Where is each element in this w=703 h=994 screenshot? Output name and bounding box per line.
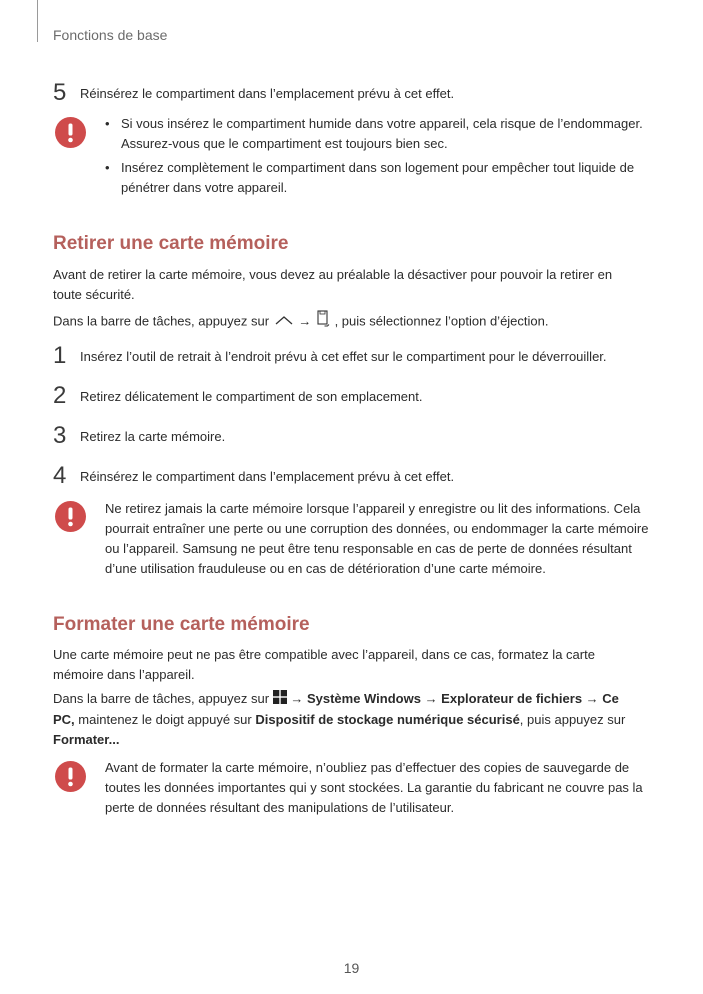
step-text: Réinsérez le compartiment dans l’emplacement prévu à cet effet. [80, 86, 455, 101]
step-number: 3 [53, 422, 67, 449]
step-text: Retirez la carte mémoire. [80, 429, 226, 444]
step-number: 4 [53, 462, 67, 489]
instruction-text: , puis sélectionnez l’option d’éjection. [334, 313, 549, 329]
section-paragraph: Une carte mémoire peut ne pas être compatible avec l’appareil, dans ce cas, formatez la carte mémoire dans l’appareil. [53, 647, 595, 682]
step-text: Réinsérez le compartiment dans l’emplacement prévu à cet effet. [80, 469, 455, 484]
step-text: Retirez délicatement le compartiment de son emplacement. [80, 389, 423, 404]
usb-drive-icon [315, 310, 331, 334]
section-paragraph: Avant de retirer la carte mémoire, vous devez au préalable la désactiver pour pouvoir la retirer en toute sécurité. [53, 267, 613, 302]
section-title-remove: Retirer une carte mémoire [53, 233, 289, 254]
step-1 [53, 343, 653, 369]
step-3 [53, 423, 653, 449]
menu-path: → Système Windows → Explorateur de fichiers → Ce PC, [53, 691, 619, 727]
page-number: 19 [343, 960, 360, 976]
device-name: Dispositif de stockage numérique sécurisé [255, 711, 520, 727]
format-option: Formater... [53, 731, 120, 747]
step-number: 2 [53, 382, 67, 409]
taskbar-instruction [53, 689, 643, 750]
bullet-text: Insérez complètement le compartiment dans son logement pour empêcher tout liquide de pénétrer dans votre appareil. [121, 160, 635, 195]
list-item: • Si vous insérez le compartiment humide dans votre appareil, cela risque de l’endommager. Assurez-vous que le compartiment est toujours bien sec. [105, 116, 643, 151]
header-rule [37, 0, 38, 42]
warning-text: Ne retirez jamais la carte mémoire lorsque l’appareil y enregistre ou lit des informations. Cela pourrait entraîner une perte ou une corruption des données, ou endommager la carte mémoire ou l’appareil. Samsung ne peut être tenu responsable en cas de perte de données résultant d’une utilisation frauduleuse ou en cas de détérioration d’une carte mémoire. [105, 501, 649, 576]
arrow-text: → [298, 313, 312, 329]
taskbar-instruction [53, 310, 643, 334]
step-text: Insérez l’outil de retrait à l’endroit prévu à cet effet sur le compartiment pour le déverrouiller. [80, 349, 607, 364]
bullet-text: Si vous insérez le compartiment humide dans votre appareil, cela risque de l’endommager. Assurez-vous que le compartiment est toujours bien sec. [121, 116, 643, 151]
intro-step [53, 80, 653, 106]
step-number: 5 [53, 79, 67, 106]
warning-bullet-list [105, 114, 650, 202]
warning-text: Avant de formater la carte mémoire, n’oubliez pas d’effectuer des copies de sauvegarde de toutes les données importantes qui y sont stockées. La garantie du fabricant ne couvre pas la perte de données résultant des manipulations de l’utilisateur. [105, 760, 643, 815]
instruction-text: , puis appuyez sur [519, 711, 626, 727]
step-2 [53, 383, 653, 409]
warning-icon [55, 117, 86, 148]
windows-start-icon [273, 690, 287, 710]
warning-icon [55, 761, 86, 792]
list-item: • Insérez complètement le compartiment dans son logement pour empêcher tout liquide de pénétrer dans votre appareil. [105, 160, 635, 195]
section-title-format: Formater une carte mémoire [53, 614, 310, 635]
step-4 [53, 463, 653, 489]
section-header: Fonctions de base [53, 27, 168, 43]
instruction-text: maintenez le doigt appuyé sur [78, 711, 252, 727]
instruction-text: Dans la barre de tâches, appuyez sur [53, 313, 270, 329]
chevron-up-icon [273, 312, 295, 332]
warning-icon [55, 501, 86, 532]
instruction-text: Dans la barre de tâches, appuyez sur [53, 691, 270, 706]
step-number: 1 [53, 342, 67, 369]
